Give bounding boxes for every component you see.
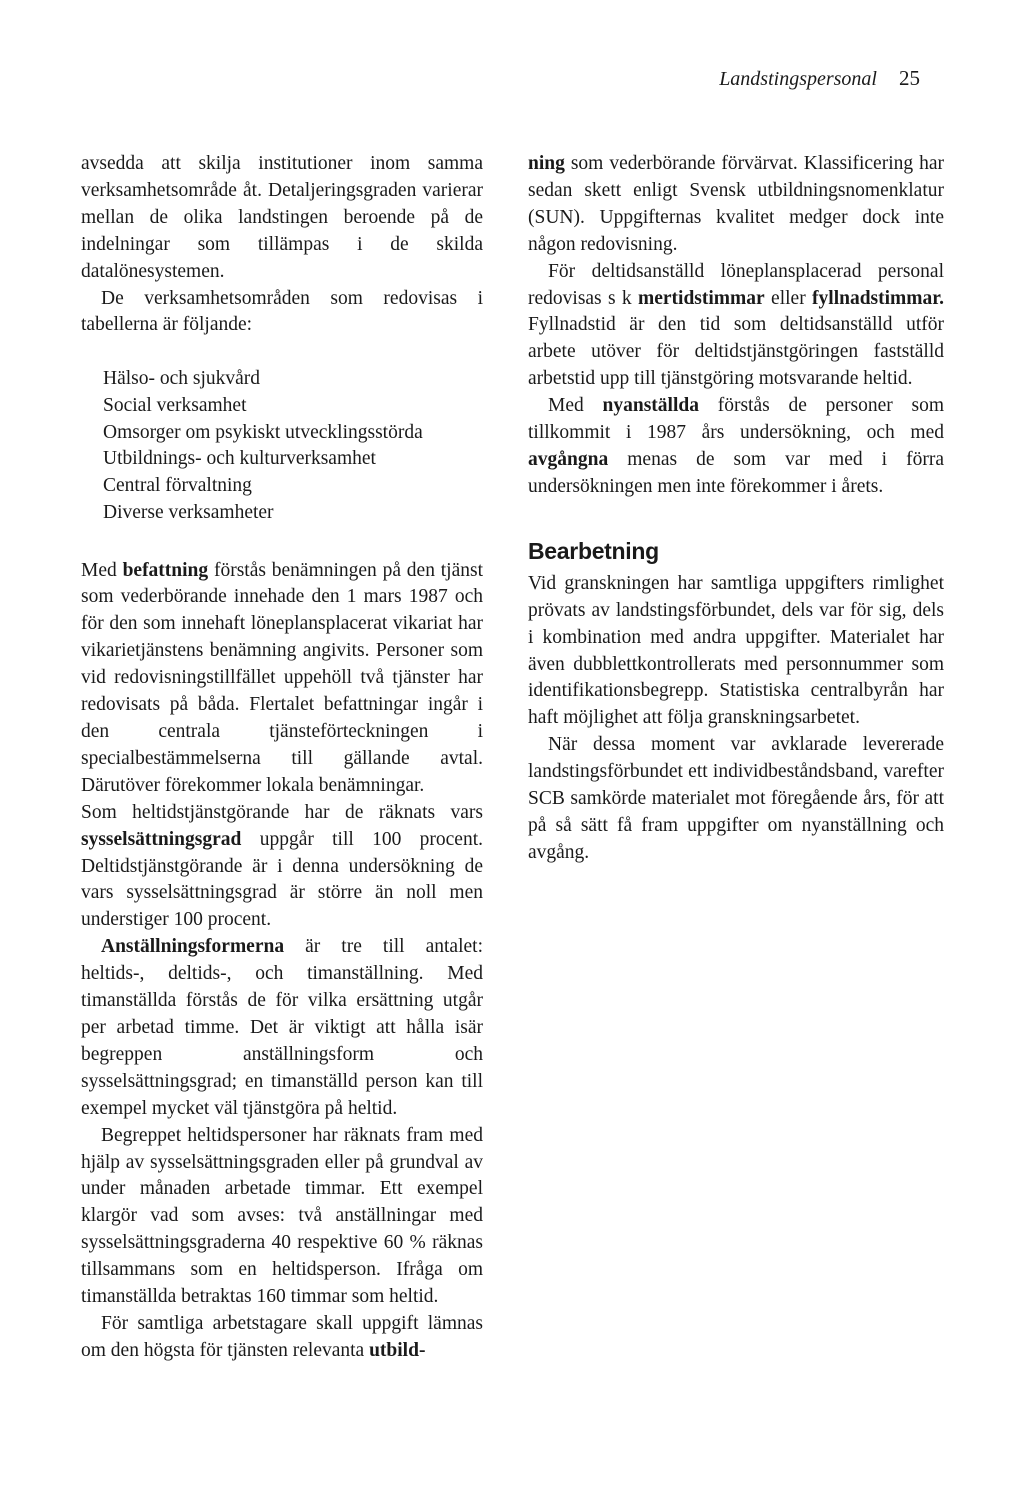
paragraph: avsedda att skilja institutioner inom samma verksamhetsområde åt. Detaljeringsgraden varierar mellan de olika landstingen beroende på de indelningar som tillämpas i de skilda datalönesystemen. <box>81 153 483 282</box>
text: förstås de personer som tillkommit i 1987 års undersökning, och med <box>528 395 944 444</box>
list-item: Social verksamhet <box>103 395 247 417</box>
text: menas de som var med i förra undersökningen men inte förekommer i årets. <box>528 448 944 497</box>
paragraph <box>528 151 944 259</box>
text: För samtliga arbetstagare skall uppgift lämnas om den högsta för tjänsten relevanta <box>81 1312 483 1361</box>
text: Som heltidstjänstgörande har de räknats vars <box>81 801 483 823</box>
text: För deltidsanställd löneplansplacerad personal redovisas s k <box>528 260 944 309</box>
left-column <box>81 151 483 1365</box>
paragraph: Vid granskningen har samtliga uppgifters rimlighet prövats av landstingsförbundet, dels var för sig, dels i kombination med andra uppgifter. Materialet har även dubblettkontrollerats med personnummer som identifikationsbegrepp. Statistiska centralbyrån har haft möjlighet att följa granskningsarbetet. <box>528 572 944 729</box>
defined-term: fyllnadstimmar. <box>812 287 945 309</box>
list-item: Utbildnings- och kulturverksamhet <box>103 448 376 470</box>
defined-term: befattning <box>122 559 209 581</box>
paragraph: De verksamhetsområden som redovisas i tabellerna är följande: <box>81 287 483 336</box>
paragraph <box>528 259 944 394</box>
text: Med <box>81 559 117 581</box>
defined-term: Anställningsformerna <box>101 936 285 958</box>
defined-term: mertidstimmar <box>638 287 765 309</box>
defined-term: avgångna <box>528 448 609 470</box>
text: uppgår till 100 procent. Deltidstjänstgörande är i denna undersökning de vars sysselsättningsgrad är större än noll men understiger 100 procent. <box>81 828 484 931</box>
activity-area-list <box>81 366 483 526</box>
defined-term: utbild- <box>369 1339 426 1361</box>
paragraph <box>528 393 944 501</box>
paragraph <box>81 558 483 800</box>
list-item: Hälso- och sjukvård <box>103 368 261 390</box>
section-heading: Bearbetning <box>528 537 659 564</box>
text: är tre till antalet: heltids-, deltids-, och timanställning. Med timanställda förstås de för vilka ersättning utgår per arbetad timme. Det är viktigt att hålla isär begreppen anställningsform och sysselsättningsgrad; en timanställd person kan till exempel mycket väl tjänstgöra på heltid. <box>81 936 483 1119</box>
defined-term: ning <box>528 153 565 174</box>
paragraph <box>81 1311 483 1365</box>
page-number: 25 <box>899 66 920 90</box>
list-item: Diverse verksamheter <box>103 501 274 523</box>
list-item: Omsorger om psykiskt utvecklingsstörda <box>103 421 423 443</box>
right-column <box>528 151 944 867</box>
text: som vederbörande förvärvat. Klassificering har sedan skett enligt Svensk utbildningsnomenklatur (SUN). Uppgifternas kvalitet medger dock inte någon redovisning. <box>528 153 944 255</box>
paragraph: När dessa moment var avklarade levererade landstingsförbundet ett individbeståndsband, varefter SCB samkörde materialet mot föregående års, för att på så sätt få fram uppgifter om nyanställning och avgång. <box>528 734 944 863</box>
running-head <box>719 66 920 91</box>
running-title: Landstingspersonal <box>719 68 877 90</box>
text: förstås benämningen på den tjänst som vederbörande innehade den 1 mars 1987 och för den som innehaft löneplansplacerat vikariat har vikarietjänstens benämning angivits. Personer som vid redovisningstillfället uppehöll två tjänster har redovisats på båda. Flertalet befattningar ingår i den centrala tjänsteförteckningen i specialbestämmelserna till gällande avtal. Därutöver förekommer lokala benämningar. <box>81 559 484 796</box>
list-item: Central förvaltning <box>103 475 252 497</box>
text: Fyllnadstid är den tid som deltidsanställd utför arbete utöver för deltidstjänstgöringen fastställd arbetstid upp till tjänstgöring motsvarande heltid. <box>528 314 944 390</box>
paragraph <box>81 800 483 935</box>
text: eller <box>771 287 806 309</box>
paragraph: Begreppet heltidspersoner har räknats fram med hjälp av sysselsättningsgraden eller på grundval av under månaden arbetade timmar. Ett exempel klargör vad som avses: två anställningar med sysselsättningsgraderna 40 respektive 60 % räknas tillsammans som en heltidsperson. Ifråga om timanställda betraktas 160 timmar som heltid. <box>81 1124 483 1308</box>
defined-term: sysselsättningsgrad <box>81 828 242 850</box>
paragraph <box>81 934 483 1122</box>
defined-term: nyanställda <box>602 395 699 417</box>
text: Med <box>548 395 584 417</box>
